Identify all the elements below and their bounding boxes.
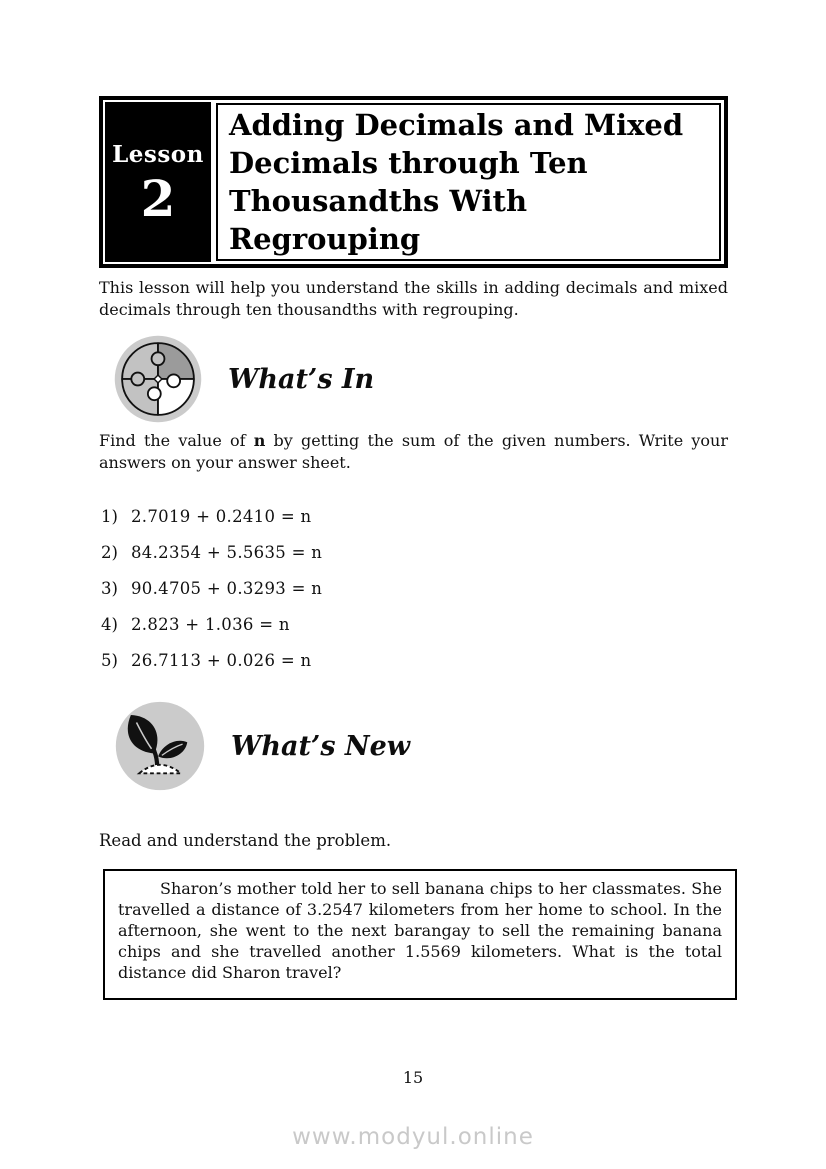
whats-in-header: [112, 333, 374, 425]
lesson-title-line: Adding Decimals and Mixed: [229, 108, 684, 142]
lesson-number: 2: [140, 168, 176, 228]
whats-new-heading: What’s New: [231, 730, 411, 762]
list-item: [101, 507, 322, 529]
list-item: [101, 651, 322, 673]
problem-number: 5): [101, 651, 118, 670]
problem-number: 4): [101, 615, 118, 634]
page-number: 15: [402, 1068, 424, 1087]
instruction-prefix: Find the value of: [99, 431, 254, 450]
read-prompt: Read and understand the problem.: [99, 831, 392, 850]
problem-number: 3): [101, 579, 118, 598]
problem-expression: 2.7019 + 0.2410 = n: [131, 507, 312, 526]
lesson-label: Lesson: [112, 140, 204, 168]
problem-expression: 26.7113 + 0.026 = n: [131, 651, 312, 670]
problem-expression: 84.2354 + 5.5635 = n: [131, 543, 323, 562]
list-item: [101, 543, 322, 565]
instruction-suffix: by getting the sum of the given numbers. Write your answers on your answer sheet.: [99, 431, 728, 472]
problem-number: 1): [101, 507, 118, 526]
list-item: [101, 579, 322, 601]
watermark: www.modyul.online: [292, 1124, 534, 1150]
problem-expression: 90.4705 + 0.3293 = n: [131, 579, 323, 598]
problem-expression: 2.823 + 1.036 = n: [131, 615, 290, 634]
word-problem-text: Sharon’s mother told her to sell banana chips to her classmates. She travelled a distance of 3.2547 kilometers from her home to school. In the afternoon, she went to the next barangay to sell the remaining banana chips and she travelled another 1.5569 kilometers. What is the total distance did Sharon travel?: [118, 879, 722, 982]
lesson-title-line: Decimals through Ten: [229, 146, 588, 180]
list-item: [101, 615, 322, 637]
whats-in-heading: What’s In: [228, 363, 375, 395]
whats-in-instruction: [99, 430, 728, 473]
puzzle-icon: [112, 333, 204, 425]
seedling-icon: [113, 699, 207, 793]
lesson-title-line: Regrouping: [229, 222, 421, 256]
problems-list: [101, 507, 322, 687]
problem-number: 2): [101, 543, 118, 562]
lesson-number-cell: [103, 100, 213, 264]
instruction-variable: n: [253, 431, 266, 450]
lesson-banner: [99, 96, 728, 268]
intro-paragraph: This lesson will help you understand the skills in adding decimals and mixed decimals through ten thousandths with regrouping.: [99, 278, 728, 319]
word-problem-box: [103, 869, 737, 1000]
lesson-title: [216, 103, 721, 261]
lesson-title-line: Thousandths With: [229, 184, 528, 218]
whats-new-header: [113, 699, 410, 793]
